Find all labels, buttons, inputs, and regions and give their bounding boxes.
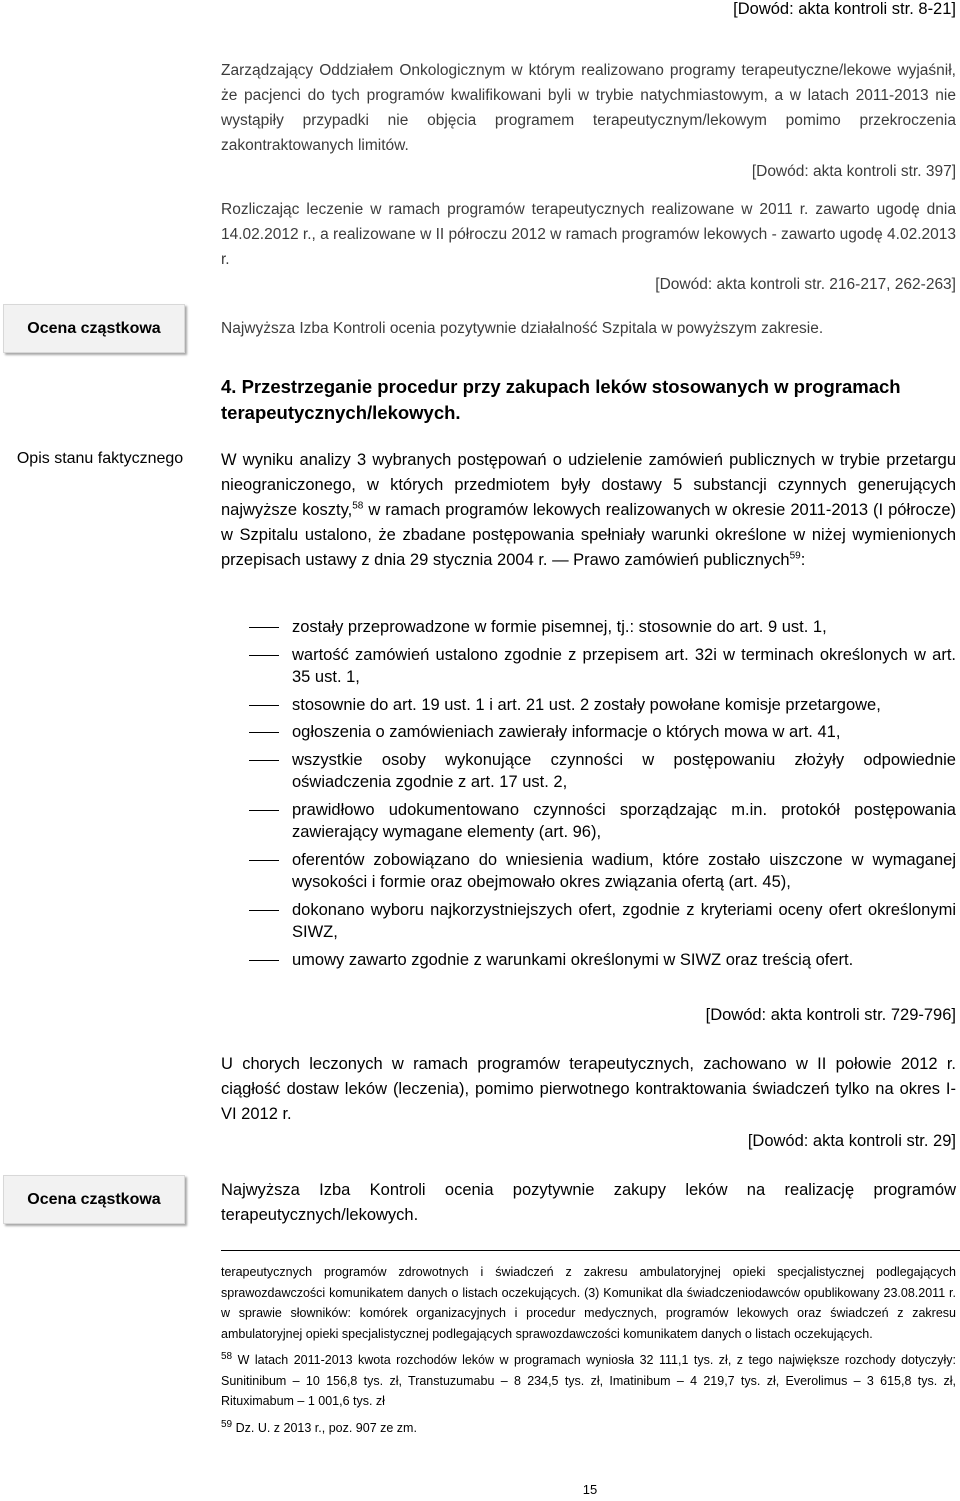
footnote-58-number: 58 (221, 1350, 233, 1362)
footnotes (221, 1262, 956, 1444)
paragraph-settlement: Rozliczając leczenie w ramach programów terapeutycznych realizowane w 2011 r. zawarto ugodę dnia 14.02.2012 r., a realizowane w II półroczu 2012 w ramach programów lekowych - zawarto ugodę 4.02.2013 r. (221, 201, 956, 268)
list-item: oferentów zobowiązano do wniesienia wadium, które zostało uiszczone w wymaganej wysokości i formie oraz obejmowało okres związania ofertą (art. 45), (221, 849, 956, 894)
footnote-59 (221, 1418, 956, 1439)
evidence-ref-29: [Dowód: akta kontroli str. 29] (747, 1132, 956, 1150)
list-item: stosownie do art. 19 ust. 1 i art. 21 ust. 2 zostały powołane komisje przetargowe, (221, 694, 956, 717)
partial-assessment-box-1: Ocena cząstkowa (3, 304, 185, 353)
partial-assessment-box-2: Ocena cząstkowa (3, 1175, 185, 1224)
paragraph-tenders-part-a: W wyniku analizy 3 wybranych postępowań o udzielenie zamówień publicznych w trybie przetargu nieograniczonego, w których przedmiotem były dostawy 5 substancji czynnych generujących najwyższe koszty, (221, 451, 956, 519)
page-number: 15 (582, 1482, 598, 1497)
evidence-ref-397: [Dowód: akta kontroli str. 397] (751, 163, 956, 180)
footnote-58-text: W latach 2011-2013 kwota rozchodów leków w programach wyniosła 32 111,1 tys. zł, z tego największe rozchody dotyczyły: Sunitinibum – 10 156,8 tys. zł, Transtuzumabu – 8 234,5 tys. zł, Imatinibum – 4 219,7 tys. zł, Everolimus – 3 615,8 tys. zł, Rituximabum – 1 001,6 tys. zł (221, 1353, 956, 1408)
footnote-separator (221, 1250, 960, 1251)
evidence-ref-top: [Dowód: akta kontroli str. 8-21] (733, 0, 956, 18)
assessment-text-1: Najwyższa Izba Kontroli ocenia pozytywnie działalność Szpitala w powyższym zakresie. (221, 320, 824, 337)
paragraph-oncology: Zarządzający Oddziałem Onkologicznym w którym realizowano programy terapeutyczne/lekowe wyjaśnił, że pacjenci do tych programów kwalifikowani byli w trybie natychmiastowym, a w latach 2011-2013 nie wystąpiły przypadki nie objęcia programem terapeutycznym/lekowym pomimo przekroczenia zakontraktowanych limitów. (221, 62, 956, 154)
paragraph-tenders-part-b: w ramach programów lekowych realizowanych w okresie 2011-2013 (I półrocze) w Szpitalu ustalono, że zbadane postępowania spełniały warunki określone w niżej wymienionych przepisach ustawy z dnia 29 stycznia 2004 r. ― Prawo zamówień publicznych (221, 501, 956, 569)
list-item: wartość zamówień ustalono zgodnie z przepisem art. 32i w terminach określonych w art. 35 ust. 1, (221, 644, 956, 689)
list-item: ogłoszenia o zamówieniach zawierały informacje o których mowa w art. 41, (221, 721, 956, 744)
footnote-ref-58: 58 (352, 500, 364, 512)
list-item: wszystkie osoby wykonujące czynności w postępowaniu złożyły odpowiednie oświadczenia zgodnie z art. 17 ust. 2, (221, 749, 956, 794)
footnote-59-number: 59 (221, 1418, 233, 1430)
paragraph-tenders (221, 448, 956, 573)
list-item: prawidłowo udokumentowano czynności sporządzając m.in. protokół postępowania zawierający wymagane elementy (art. 96), (221, 799, 956, 844)
footnote-58 (221, 1350, 956, 1412)
evidence-ref-216: [Dowód: akta kontroli str. 216-217, 262-263] (655, 276, 956, 293)
list-item: dokonano wyboru najkorzystniejszych ofert, zgodnie z kryteriami oceny ofert określonymi SIWZ, (221, 899, 956, 944)
footnote-continuation: terapeutycznych programów zdrowotnych i świadczeń z zakresu ambulatoryjnej opieki specjalistycznej podlegających sprawozdawczości komunikatem danych o listach oczekujących. (3) Komunikat dla świadczeniodawców opublikowany 23.08.2011 r. w sprawie słowników: komórek organizacyjnych i procedur medycznych, programów lekowych oraz świadczeń z zakresu ambulatoryjnej opieki specjalistycznej podlegających sprawozdawczości komunikatem danych o listach oczekujących. (221, 1265, 956, 1341)
factual-state-label: Opis stanu faktycznego (16, 450, 184, 467)
paragraph-continuity: U chorych leczonych w ramach programów terapeutycznych, zachowano w II połowie 2012 r. ciągłość dostaw leków (leczenia), pomimo pierwotnego kontraktowania świadczeń tylko na okres I-VI 2012 r. (221, 1055, 956, 1123)
footnote-59-text: Dz. U. z 2013 r., poz. 907 ze zm. (232, 1420, 417, 1435)
list-item: zostały przeprowadzone w formie pisemnej, tj.: stosownie do art. 9 ust. 1, (221, 616, 956, 639)
section-heading: 4. Przestrzeganie procedur przy zakupach leków stosowanych w programach terapeutycznych/lekowych. (221, 376, 901, 423)
conditions-list (221, 616, 956, 976)
paragraph-tenders-part-c: : (800, 551, 806, 569)
footnote-ref-59: 59 (789, 550, 801, 562)
list-item: umowy zawarto zgodnie z warunkami określonymi w SIWZ oraz treścią ofert. (221, 949, 956, 972)
assessment-text-2: Najwyższa Izba Kontroli ocenia pozytywnie zakupy leków na realizację programów terapeutycznych/lekowych. (221, 1181, 956, 1224)
evidence-ref-729: [Dowód: akta kontroli str. 729-796] (705, 1006, 956, 1024)
